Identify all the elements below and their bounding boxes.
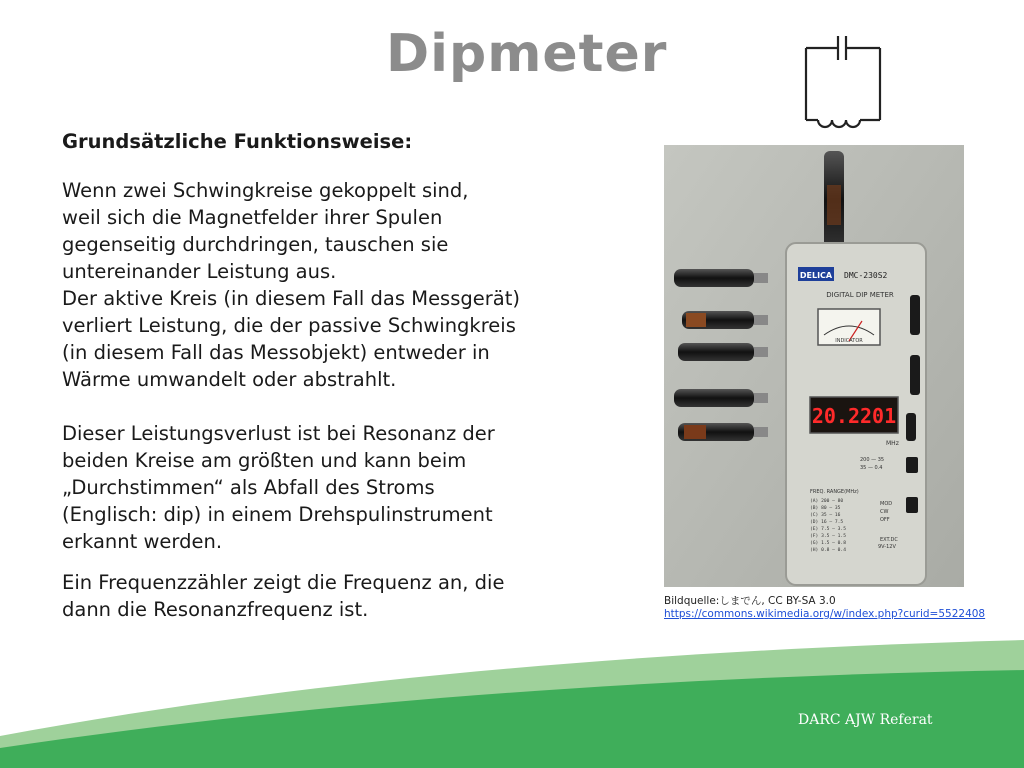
paragraph-line: (Englisch: dip) in einem Drehspulinstrument (62, 503, 493, 526)
footer-text: DARC AJW Referat (798, 712, 933, 728)
range-row: (G) 1.5 — 0.8 (810, 541, 846, 546)
section-heading: Grundsätzliche Funktionsweise: (62, 130, 413, 153)
paragraph-line: Wenn zwei Schwingkreise gekoppelt sind, (62, 179, 469, 202)
slide-body (62, 128, 602, 623)
paragraph-line: erkannt werden. (62, 530, 223, 553)
image-caption (664, 595, 985, 621)
range-row: (A) 200 — 80 (810, 499, 844, 504)
ext-value: 9V-12V (878, 544, 896, 550)
meter-label: INDICATOR (835, 338, 863, 344)
paragraph-line: weil sich die Magnetfelder ihrer Spulen (62, 206, 443, 229)
device-model: DMC-230S2 (844, 271, 888, 280)
range-row: (B) 80 — 35 (810, 506, 841, 511)
display-unit: MHz (886, 440, 899, 447)
paragraph-line: Ein Frequenzzähler zeigt die Frequenz an, die (62, 571, 505, 594)
band-label: 200 — 35 (860, 457, 885, 463)
device-label: DIGITAL DIP METER (826, 291, 894, 299)
paragraph-line: dann die Resonanzfrequenz ist. (62, 598, 369, 621)
paragraph-line: Wärme umwandelt oder abstrahlt. (62, 368, 397, 391)
range-row: (E) 7.5 — 3.5 (810, 527, 846, 532)
switch-label: CW (880, 509, 889, 515)
lc-circuit-icon (800, 30, 886, 136)
device-brand: DELICA (799, 271, 833, 280)
range-title: FREQ. RANGE(MHz) (810, 489, 859, 495)
caption-link[interactable]: https://commons.wikimedia.org/w/index.php?curid=5522408 (664, 608, 986, 620)
frequency-display: 20.2201 (811, 404, 897, 428)
range-row: (D) 16 — 7.5 (810, 520, 844, 525)
paragraph-line: Der aktive Kreis (in diesem Fall das Messgerät) (62, 287, 520, 310)
paragraph-line: untereinander Leistung aus. (62, 260, 337, 283)
dipmeter-photo (664, 145, 964, 587)
dipmeter-illustration (664, 145, 964, 587)
paragraph-line: beiden Kreise am größten und kann beim (62, 449, 467, 472)
paragraph-line: (in diesem Fall das Messobjekt) entweder in (62, 341, 490, 364)
paragraph-line: verliert Leistung, die der passive Schwingkreis (62, 314, 516, 337)
ext-label: EXT.DC (880, 537, 898, 543)
paragraph-line: Dieser Leistungsverlust ist bei Resonanz der (62, 422, 495, 445)
band-label: 35 — 0.4 (860, 465, 883, 471)
switch-label: MOD (880, 501, 893, 507)
footer-wave (0, 640, 1024, 768)
range-row: (F) 3.5 — 1.5 (810, 534, 846, 539)
paragraph-line: „Durchstimmen“ als Abfall des Stroms (62, 476, 435, 499)
range-row: (H) 0.8 — 0.4 (810, 548, 846, 553)
slide-title: Dipmeter (386, 24, 668, 84)
paragraph-line: gegenseitig durchdringen, tauschen sie (62, 233, 449, 256)
range-row: (C) 35 — 16 (810, 513, 841, 518)
caption-source: Bildquelle:しまでん, CC BY-SA 3.0 (664, 595, 836, 607)
switch-label: OFF (880, 517, 890, 523)
